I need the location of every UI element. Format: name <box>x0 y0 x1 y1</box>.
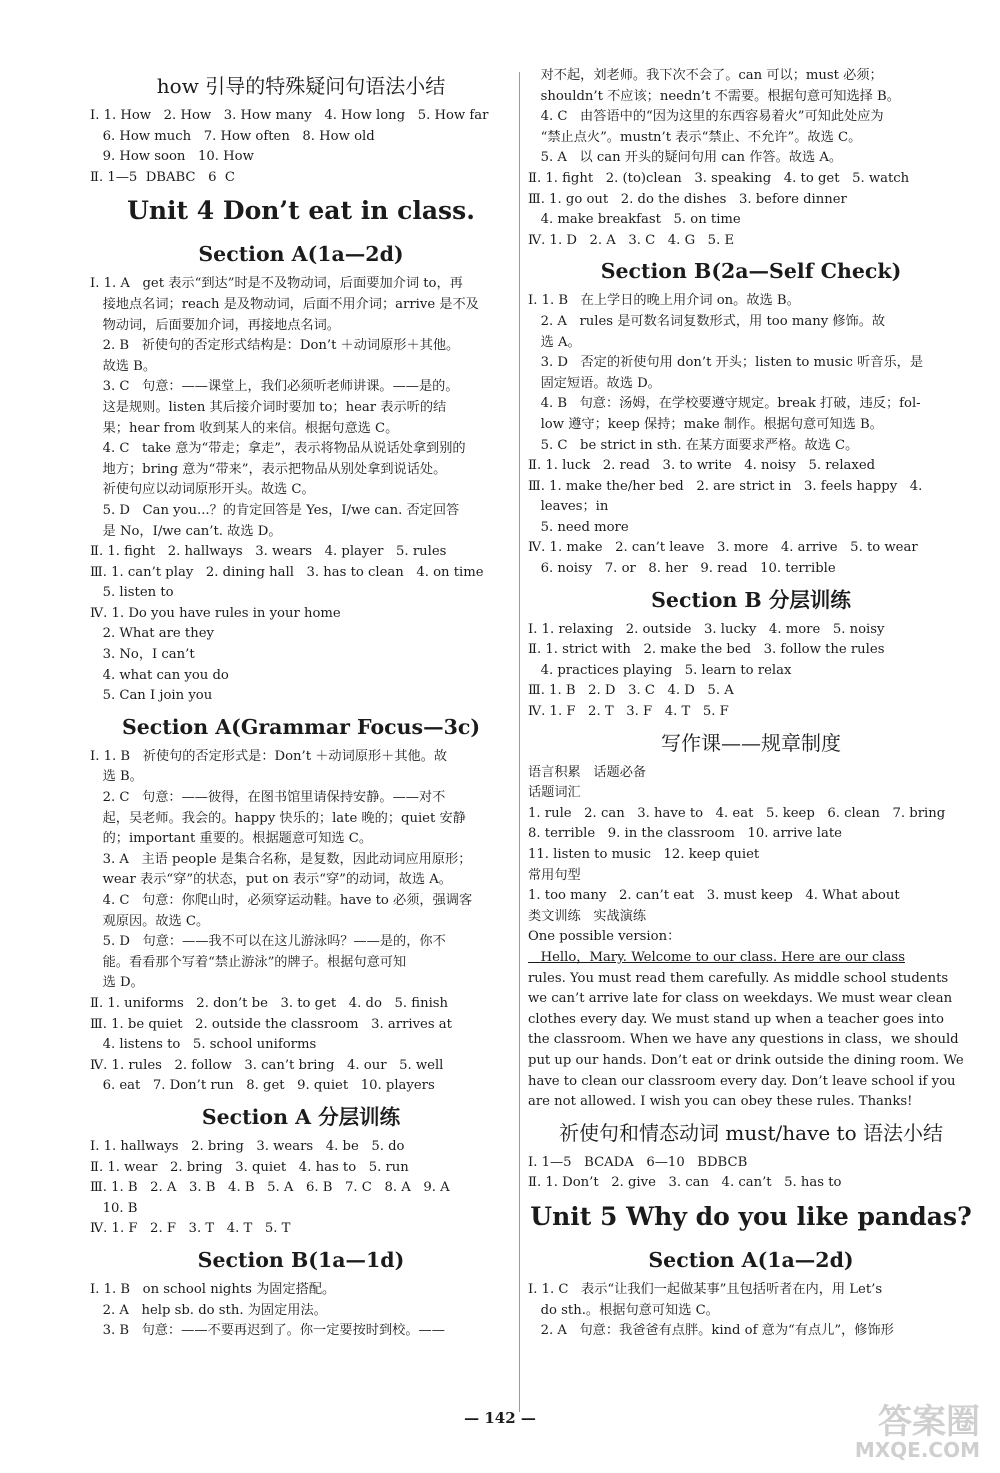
text-line: 起，吴老师。我会的。happy 快乐的；late 晚的；quiet 安静 <box>90 810 466 826</box>
text-line: 类文训练 实战演练 <box>528 908 647 924</box>
right-column <box>528 66 974 1342</box>
text-line: 4. what can you do <box>90 667 229 683</box>
section-heading: Section A(1a—2d) <box>648 1247 854 1272</box>
text-line: 6. How much 7. How often 8. How old <box>90 128 375 144</box>
text-line: 2. A 句意：我爸爸有点胖。kind of 意为“有点儿”，修饰形 <box>528 1323 894 1339</box>
text-line: Ⅳ. 1. D 2. A 3. C 4. G 5. E <box>528 232 735 248</box>
text-line: 接地点名词；reach 是及物动词，后面不用介词；arrive 是不及 <box>90 296 479 312</box>
text-line: 选 B。 <box>90 769 143 785</box>
text-line: 4. practices playing 5. learn to relax <box>528 662 792 678</box>
text-line: 3. No，I can’t <box>90 647 195 663</box>
text-line: wear 表示“穿”的状态，put on 表示“穿”的动词，故选 A。 <box>90 872 452 888</box>
text-line: Ⅱ. 1. fight 2. hallways 3. wears 4. player 5. rules <box>90 544 447 560</box>
summary-heading: 写作课——规章制度 <box>661 730 841 755</box>
text-line: 5. D Can you...？的肯定回答是 Yes，I/we can. 否定回答 <box>90 502 460 518</box>
text-line: 8. terrible 9. in the classroom 10. arrive late <box>528 826 842 842</box>
watermark-logo <box>780 1404 980 1464</box>
text-line: 的；important 重要的。根据题意可知选 C。 <box>90 831 373 847</box>
text-line: 11. listen to music 12. keep quiet <box>528 847 760 862</box>
text-line: 2. C 句意：——彼得，在图书馆里请保持安静。——对不 <box>90 790 446 806</box>
text-line: 3. B 句意：——不要再迟到了。你一定要按时到校。—— <box>90 1323 445 1339</box>
section-heading: Section B 分层训练 <box>651 587 851 612</box>
text-line: Ⅲ. 1. be quiet 2. outside the classroom 3. arrives at <box>90 1016 452 1032</box>
text-line: Ⅳ. 1. make 2. can’t leave 3. more 4. arrive 5. to wear <box>528 540 918 556</box>
text-line: 2. What are they <box>90 626 214 642</box>
section-heading: Section A 分层训练 <box>201 1104 401 1129</box>
text-line: 果；hear from 收到某人的来信。根据句意选 C。 <box>90 420 399 436</box>
text-line: 故选 B。 <box>90 358 157 374</box>
text-line: Ⅰ. 1. B 在上学日的晚上用介词 on。故选 B。 <box>528 293 800 309</box>
text-line: 5. D 句意：——我不可以在这儿游泳吗？——是的，你不 <box>90 934 446 950</box>
text-line: 4. B 句意：汤姆，在学校要遵守规定。break 打破，违反；fol- <box>528 396 921 412</box>
unit-heading: Unit 5 Why do you like pandas? <box>530 1201 972 1231</box>
text-line: Ⅰ. 1. B on school nights 为固定搭配。 <box>90 1281 336 1297</box>
text-line: 2. B 祈使句的否定形式结构是：Don’t ＋动词原形＋其他。 <box>90 338 460 354</box>
text-line: shouldn’t 不应该；needn’t 不需要。根据句意可知选择 B。 <box>528 88 900 104</box>
summary-heading: 祈使句和情态动词 must/have to 语法小结 <box>559 1120 943 1145</box>
text-line: 4. C 句意：你爬山时，必须穿运动鞋。have to 必须，强调客 <box>90 893 473 908</box>
text-line: 能。看看那个写着“禁止游泳”的牌子。根据句意可知 <box>90 954 407 970</box>
text-line: 语言积累 话题必备 <box>528 764 647 780</box>
text-line: 地方；bring 意为“带来”，表示把物品从别处拿到说话处。 <box>90 461 447 477</box>
text-line: have to clean our classroom every day. Don’t leave school if you <box>528 1073 956 1089</box>
text-line: 话题词汇 <box>528 785 581 801</box>
text-line: Ⅳ. 1. Do you have rules in your home <box>90 605 341 621</box>
text-line: Ⅲ. 1. B 2. A 3. B 4. B 5. A 6. B 7. C 8. A 9. A <box>90 1180 450 1196</box>
summary-heading: how 引导的特殊疑问句语法小结 <box>156 74 446 98</box>
text-line: 10. B <box>90 1200 138 1216</box>
text-line: Ⅰ. 1. hallways 2. bring 3. wears 4. be 5. do <box>90 1138 405 1154</box>
text-line: 5. A 以 can 开头的疑问句用 can 作答。故选 A。 <box>528 150 843 166</box>
text-line: “禁止点火”。mustn’t 表示“禁止、不允许”。故选 C。 <box>528 129 862 145</box>
page-number: — 142 — <box>464 1409 536 1427</box>
text-line: 常用句型 <box>528 867 581 883</box>
watermark-url: MXQE.COM <box>854 1438 980 1462</box>
text-line: Ⅲ. 1. B 2. D 3. C 4. D 5. A <box>528 683 734 699</box>
text-line: Ⅲ. 1. go out 2. do the dishes 3. before dinner <box>528 191 847 207</box>
text-line: 3. D 否定的祈使句用 don’t 开头；listen to music 听音乐，是 <box>528 355 924 371</box>
text-line: 祈使句应以动词原形开头。故选 C。 <box>90 482 315 498</box>
text-line: Ⅳ. 1. rules 2. follow 3. can’t bring 4. our 5. well <box>90 1057 444 1073</box>
text-line: 对不起，刘老师。我下次不会了。can 可以；must 必须； <box>528 68 883 83</box>
text-line: 这是规则。listen 其后接介词时要加 to；hear 表示听的结 <box>90 399 447 415</box>
text-line: 5. need more <box>528 519 629 535</box>
text-line: 5. C be strict in sth. 在某方面要求严格。故选 C。 <box>528 437 859 453</box>
text-line: do sth.。根据句意可知选 C。 <box>528 1302 719 1318</box>
text-line: Hello，Mary. Welcome to our class. Here are our class <box>528 949 905 965</box>
text-line: Ⅳ. 1. F 2. T 3. F 4. T 5. F <box>528 704 729 720</box>
text-line: 5. listen to <box>90 585 174 601</box>
text-line: Ⅱ. 1. luck 2. read 3. to write 4. noisy 5. relaxed <box>528 458 876 474</box>
text-line: 选 A。 <box>528 334 581 350</box>
text-line: Ⅰ. 1. How 2. How 3. How many 4. How long 5. How far <box>90 108 489 123</box>
text-line: One possible version： <box>528 929 681 945</box>
text-line: Ⅳ. 1. F 2. F 3. T 4. T 5. T <box>90 1221 291 1237</box>
watermark-text: 答案圈 <box>878 1402 980 1442</box>
text-line: clothes every day. We must stand up when a teacher goes into <box>528 1011 944 1027</box>
text-line: 选 D。 <box>90 975 144 991</box>
text-line: low 遵守；keep 保持；make 制作。根据句意可知选 B。 <box>528 416 883 432</box>
text-line: 观原因。故选 C。 <box>90 913 210 929</box>
text-line: Ⅱ. 1—5 DBABC 6 C <box>90 169 235 185</box>
text-line: Ⅰ. 1. A get 表示“到达”时是不及物动词，后面要加介词 to，再 <box>90 276 463 292</box>
left-column <box>90 66 512 1342</box>
section-heading: Section A(Grammar Focus—3c) <box>121 714 481 739</box>
column-divider <box>519 72 520 1412</box>
text-line: 4. C 由答语中的“因为这里的东西容易着火”可知此处应为 <box>528 109 884 125</box>
text-line: we can’t arrive late for class on weekdays. We must wear clean <box>528 991 953 1007</box>
text-line: 5. Can I join you <box>90 688 213 704</box>
text-line: 1. too many 2. can’t eat 3. must keep 4. What about <box>528 888 900 904</box>
text-line: Ⅱ. 1. Don’t 2. give 3. can 4. can’t 5. has to <box>528 1175 842 1191</box>
section-heading: Section B(1a—1d) <box>197 1247 405 1272</box>
section-heading: Section B(2a—Self Check) <box>600 259 902 284</box>
text-line: 4. make breakfast 5. on time <box>528 212 741 228</box>
text-line: leaves；in <box>528 499 609 515</box>
text-line: Ⅱ. 1. fight 2. (to)clean 3. speaking 4. to get 5. watch <box>528 170 910 186</box>
text-line: 9. How soon 10. How <box>90 149 254 165</box>
text-line: rules. You must read them carefully. As middle school students <box>528 970 949 986</box>
text-line: Ⅲ. 1. make the/her bed 2. are strict in 3. feels happy 4. <box>528 478 923 494</box>
text-line: Ⅰ. 1—5 BCADA 6—10 BDBCB <box>528 1154 748 1170</box>
text-line: 1. rule 2. can 3. have to 4. eat 5. keep 6. clean 7. bring <box>528 805 946 821</box>
text-line: 2. A help sb. do sth. 为固定用法。 <box>90 1302 327 1318</box>
text-line: Ⅰ. 1. C 表示“让我们一起做某事”且包括听者在内，用 Let’s <box>528 1281 883 1297</box>
text-line: 3. A 主语 people 是集合名称，是复数，因此动词应用原形； <box>90 851 472 867</box>
text-line: put up our hands. Don’t eat or drink outside the dining room. We <box>528 1052 964 1068</box>
text-line: Ⅲ. 1. can’t play 2. dining hall 3. has to clean 4. on time <box>90 564 484 580</box>
text-line: Ⅱ. 1. uniforms 2. don’t be 3. to get 4. do 5. finish <box>90 995 449 1011</box>
text-line: Ⅱ. 1. wear 2. bring 3. quiet 4. has to 5. run <box>90 1159 409 1175</box>
text-line: 6. eat 7. Don’t run 8. get 9. quiet 10. players <box>90 1078 435 1094</box>
text-line: Ⅰ. 1. B 祈使句的否定形式是：Don’t ＋动词原形＋其他。故 <box>90 748 448 764</box>
section-heading: Section A(1a—2d) <box>198 242 404 267</box>
unit-heading: Unit 4 Don’t eat in class. <box>127 196 475 226</box>
text-line: 6. noisy 7. or 8. her 9. read 10. terrible <box>528 561 836 577</box>
text-line: 4. listens to 5. school uniforms <box>90 1037 317 1053</box>
text-line: 是 No，I/we can’t. 故选 D。 <box>90 523 282 539</box>
text-line: are not allowed. I wish you can obey these rules. Thanks! <box>528 1094 913 1110</box>
text-line: 4. C take 意为“带走；拿走”，表示将物品从说话处拿到别的 <box>90 441 466 457</box>
text-line: 2. A rules 是可数名词复数形式，用 too many 修饰。故 <box>528 313 886 329</box>
text-line: the classroom. When we have any questions in class，we should <box>528 1032 959 1048</box>
text-line: Ⅱ. 1. strict with 2. make the bed 3. follow the rules <box>528 642 885 658</box>
text-line: 3. C 句意：——课堂上，我们必须听老师讲课。——是的。 <box>90 379 459 395</box>
text-line: 固定短语。故选 D。 <box>528 375 661 391</box>
text-line: 物动词，后面要加介词，再接地点名词。 <box>90 317 340 333</box>
text-line: Ⅰ. 1. relaxing 2. outside 3. lucky 4. more 5. noisy <box>528 621 885 637</box>
